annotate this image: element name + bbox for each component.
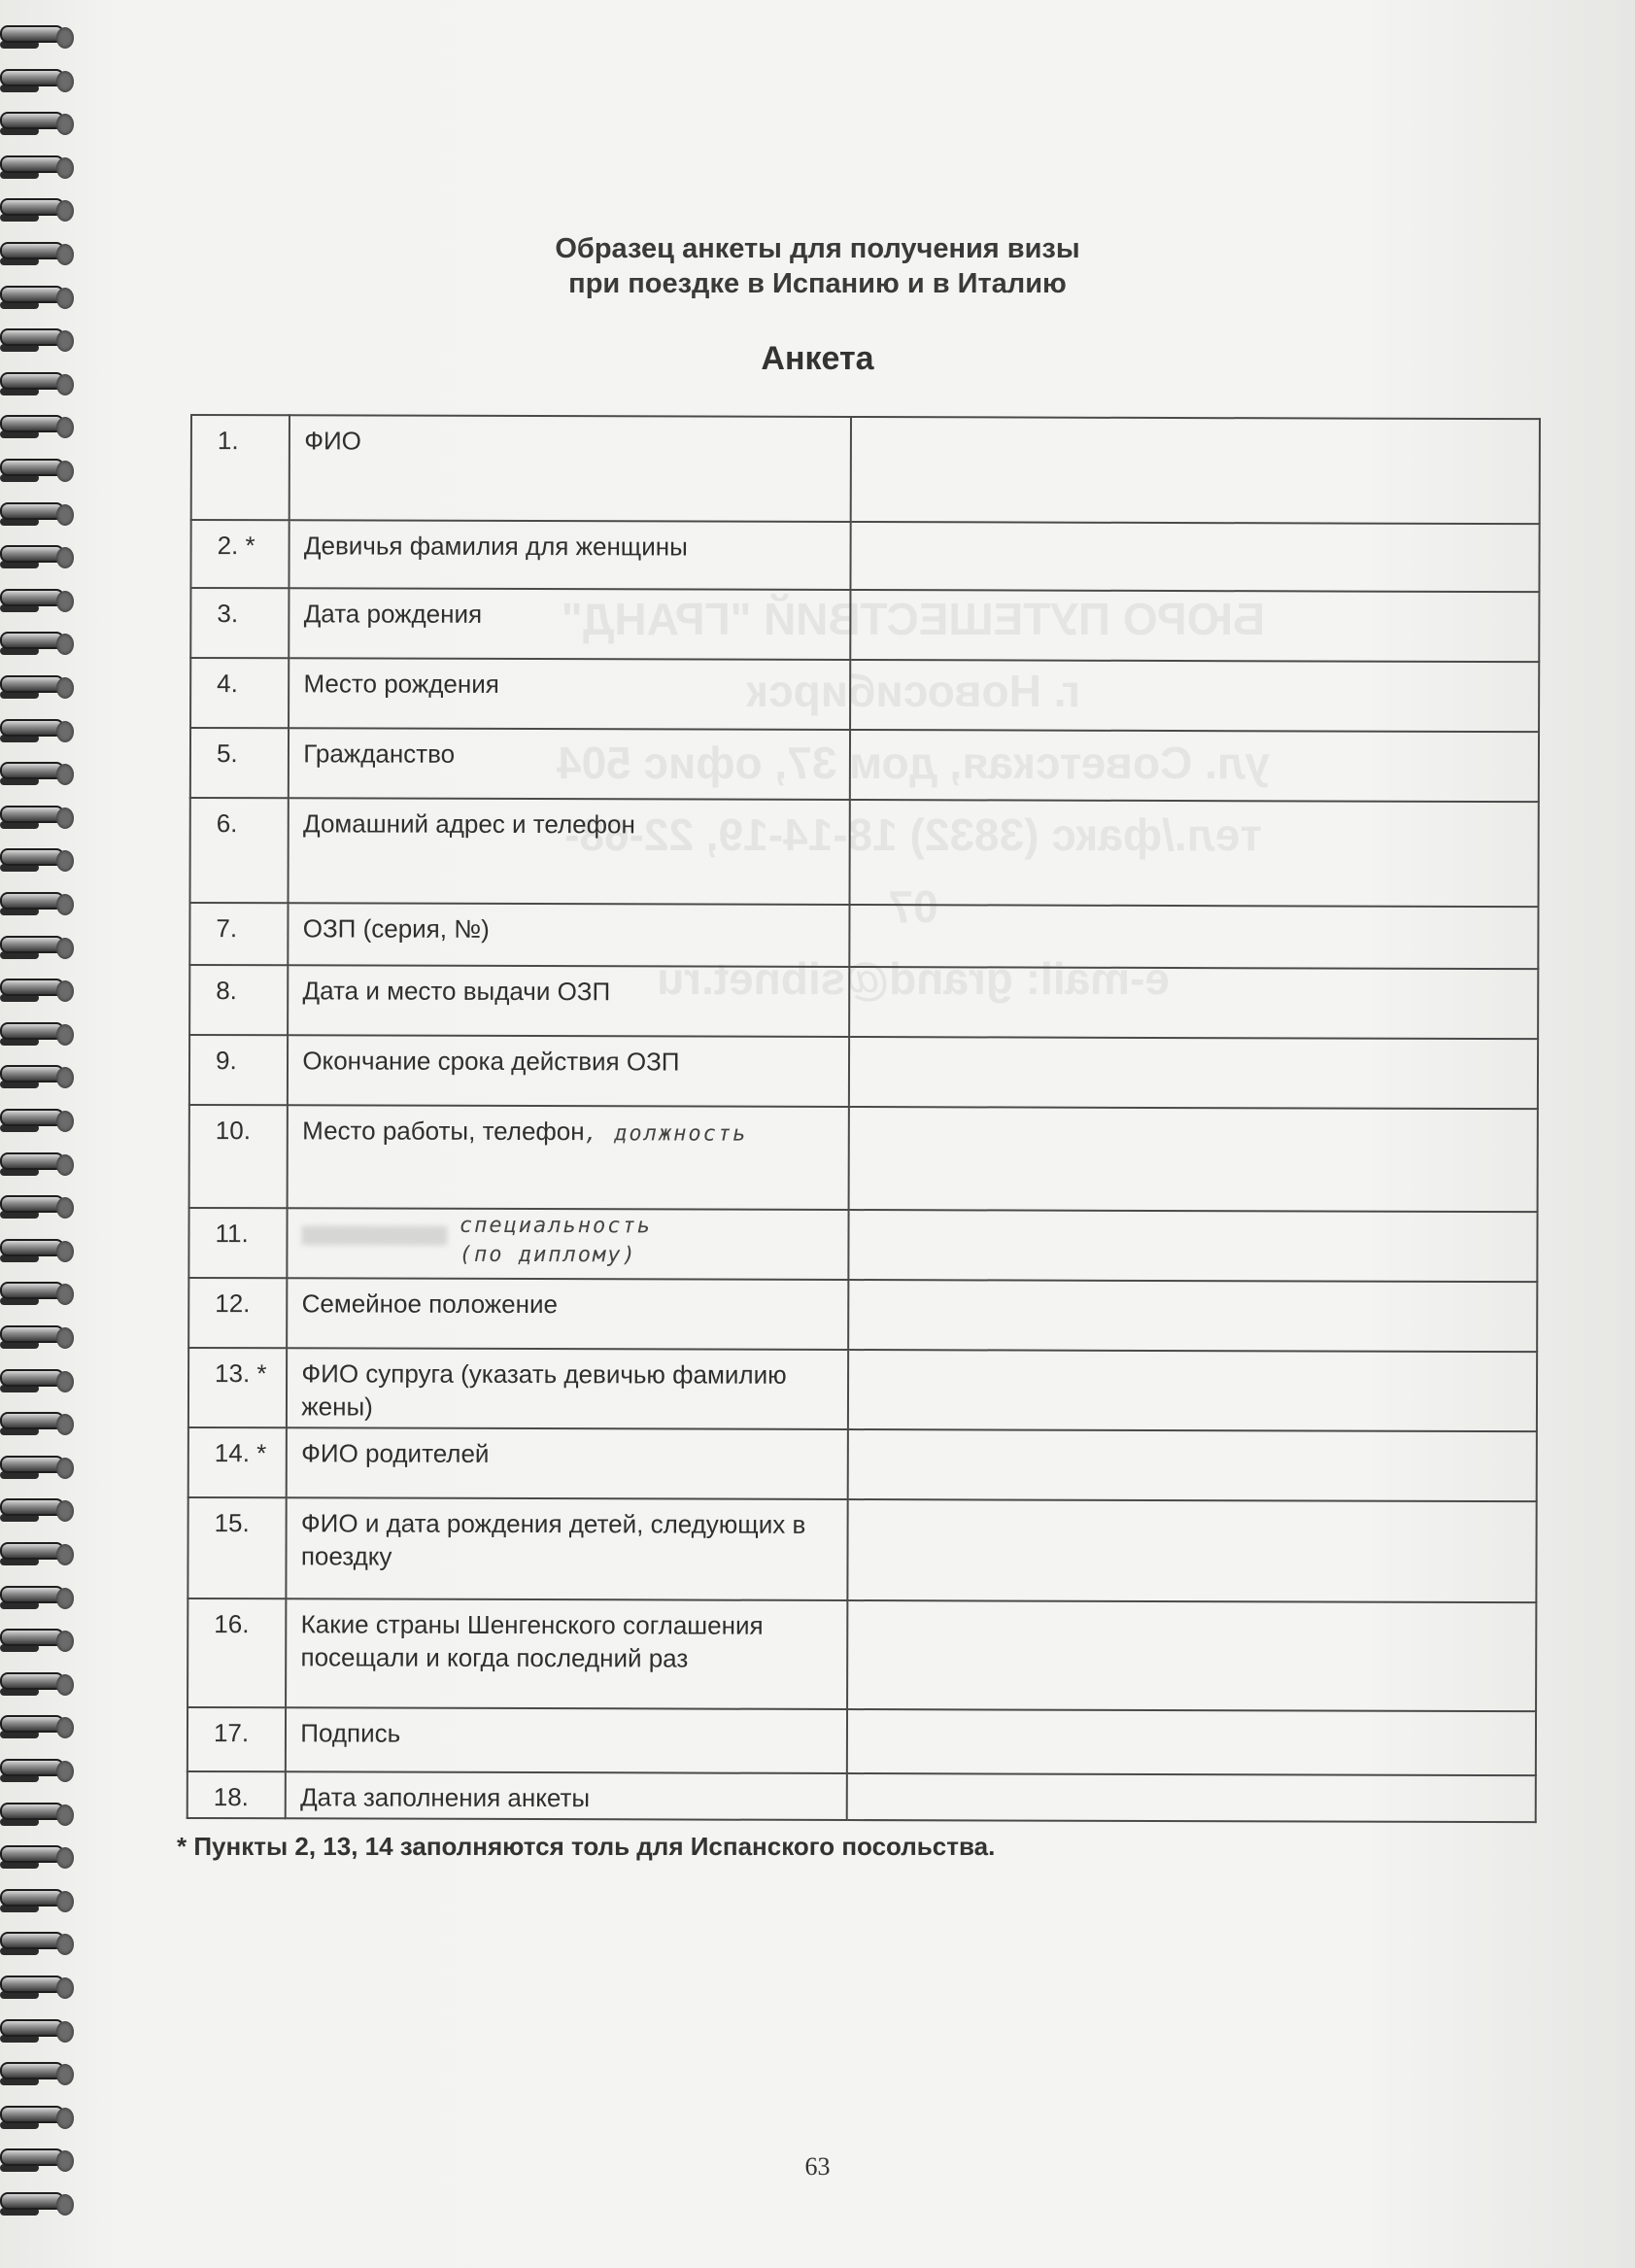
table-row [191,415,1540,524]
row-label: Семейное положение [287,1278,848,1350]
row-label: Девичья фамилия для женщины [290,520,851,590]
binding-ring [0,1276,76,1309]
binding-ring [0,1016,76,1049]
answer-cell[interactable] [847,1773,1536,1822]
row-label: Место рождения [289,658,850,730]
page-number: 63 [804,2152,831,2181]
binding-ring [0,2186,76,2219]
row-label: ОЗП (серия, №) [289,903,850,967]
row-number: 13. * [188,1348,288,1427]
answer-cell[interactable] [850,590,1539,662]
row-label: Дата заполнения анкеты [286,1771,847,1820]
row-number: 8. [189,965,289,1035]
binding-ring [0,1147,76,1180]
binding-ring [0,1363,76,1396]
row-label: Домашний адрес и телефон [289,798,850,905]
binding-ring [0,1103,76,1136]
binding-ring [0,497,76,530]
binding-ring [0,2013,76,2046]
binding-ring [0,756,76,789]
row-label: Какие страны Шенгенского соглашения посещали и когда последний раз [286,1598,847,1709]
binding-ring [0,1883,76,1916]
table-row [188,1348,1537,1431]
table-row [188,1278,1537,1352]
binding-ring [0,192,76,225]
questionnaire-table [187,414,1541,1823]
row-number: 5. [190,728,290,798]
binding-ring [0,1753,76,1786]
binding-ring [0,453,76,486]
binding-ring [0,1580,76,1613]
handwritten-note [460,1212,652,1271]
binding-ring [0,1797,76,1830]
handwritten-line: (по диплому) [459,1242,637,1268]
binding-ring [0,2056,76,2089]
binding-ring [0,713,76,746]
answer-cell[interactable] [848,1280,1537,1352]
row-label: Гражданство [289,728,850,800]
erased-printed-text [302,1225,448,1245]
row-number: 3. [190,588,290,658]
binding-ring [0,2100,76,2133]
binding-ring [0,1970,76,2003]
binding-ring [0,1536,76,1569]
stamp-line: БЮРО ПУТЕШЕСТВИЙ "ГРАНД" [561,594,1266,644]
table-row [188,1427,1537,1501]
table-row [189,1035,1538,1109]
row-number: 2. * [190,520,290,588]
stamp-line: e-mail: grand@sibnet.ru [657,953,1170,1004]
row-number: 7. [189,903,289,965]
table-row [188,1208,1537,1282]
binding-ring [0,1493,76,1526]
table-row [190,728,1539,802]
binding-ring [0,63,76,96]
binding-ring [0,539,76,572]
row-number: 11. [188,1208,288,1278]
answer-cell[interactable] [848,1107,1537,1212]
table-row [190,520,1539,592]
binding-ring [0,1839,76,1873]
table-row [187,1771,1536,1822]
answer-cell[interactable] [849,800,1538,907]
row-label: Подпись [286,1707,847,1773]
row-number: 18. [187,1771,286,1818]
table-row [189,1105,1538,1212]
row-number: 14. * [188,1427,288,1497]
footnote: * Пункты 2, 13, 14 заполняются толь для Испанского посольства. [177,1832,996,1861]
stamp-line: ул. Советская, дом 37, офис 504 [556,738,1271,788]
table-row [190,798,1539,907]
binding-ring [0,19,76,52]
answer-cell[interactable] [847,1709,1536,1775]
binding-ring [0,1623,76,1656]
answer-cell[interactable] [848,1210,1537,1282]
row-label: Окончание срока действия ОЗП [288,1035,849,1107]
handwritten-note: , должность [584,1121,748,1147]
table-row [190,588,1539,662]
row-label: ФИО и дата рождения детей, следующих в поездку [287,1497,848,1600]
answer-cell[interactable] [848,1429,1537,1501]
binding-ring [0,150,76,183]
binding-ring [0,1320,76,1353]
binding-ring [0,930,76,963]
binding-ring [0,1233,76,1266]
table-row [189,965,1538,1039]
title-line-1: Образец анкеты для получения визы [555,233,1080,264]
row-label [288,1105,849,1210]
row-number: 15. [187,1497,287,1598]
table-row [190,658,1539,732]
binding-ring [0,1667,76,1700]
form-heading: Анкета [761,340,874,377]
row-number: 6. [190,798,290,903]
title-line-2: при поездке в Испанию и в Италию [568,268,1067,299]
answer-cell[interactable] [849,967,1538,1039]
row-label-text: Место работы, телефон [302,1116,585,1147]
answer-cell[interactable] [851,417,1540,524]
table-row [189,903,1538,969]
table-row [187,1707,1536,1775]
answer-cell[interactable] [850,660,1539,732]
answer-cell[interactable] [850,522,1539,592]
document-title [0,231,1635,301]
row-number: 17. [187,1707,287,1771]
binding-ring [0,106,76,139]
binding-ring [0,842,76,876]
row-number: 16. [187,1598,287,1707]
binding-ring [0,409,76,442]
answer-cell[interactable] [850,730,1539,802]
table-row [187,1598,1536,1711]
answer-cell[interactable] [849,1037,1538,1109]
binding-ring [0,1189,76,1222]
stamp-line: г. Новосибирск [746,666,1080,716]
row-label: Дата рождения [290,588,851,660]
row-label: Дата и место выдачи ОЗП [288,965,849,1037]
binding-ring [0,1450,76,1483]
answer-cell[interactable] [849,905,1538,969]
answer-cell[interactable] [847,1499,1536,1602]
binding-ring [0,583,76,616]
row-number: 9. [189,1035,289,1105]
row-label: ФИО супруга (указать девичью фамилию жены) [287,1348,848,1429]
binding-ring [0,626,76,659]
row-label: ФИО [290,415,851,522]
binding-ring [0,973,76,1006]
row-label [288,1208,849,1280]
binding-ring [0,670,76,703]
binding-ring [0,1406,76,1439]
row-label: ФИО родителей [287,1427,848,1499]
table-row [187,1497,1536,1602]
binding-ring [0,886,76,919]
binding-ring [0,1926,76,1959]
stamp-line: тел./факс (3832) 18-14-19, 22-68-07 [564,809,1262,932]
binding-ring [0,1709,76,1742]
binding-ring [0,800,76,833]
row-number: 12. [188,1278,288,1348]
answer-cell[interactable] [847,1600,1536,1711]
binding-ring [0,1059,76,1092]
answer-cell[interactable] [848,1350,1537,1431]
row-number: 1. [191,415,290,520]
row-number: 4. [190,658,290,728]
handwritten-line: специальность [459,1213,653,1239]
row-number: 10. [189,1105,289,1208]
